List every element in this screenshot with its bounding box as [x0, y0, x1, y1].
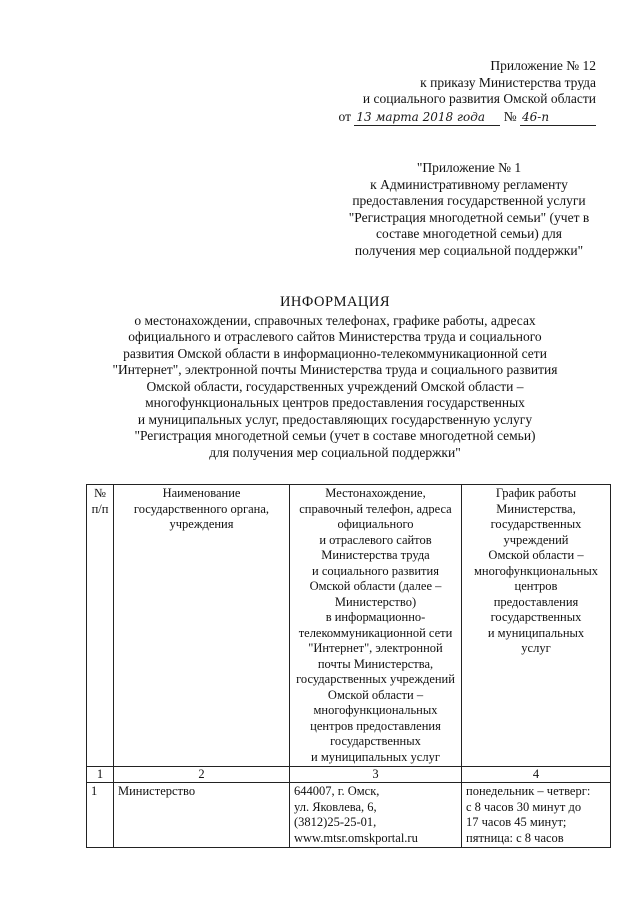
header-name: Наименование государственного органа, учреждения [114, 485, 290, 767]
number-label: № [503, 108, 517, 124]
row-name: Министерство [114, 783, 290, 848]
heading-line: "Интернет", электронной почты Министерства труда и социального развития [112, 362, 558, 377]
column-number: 4 [462, 767, 611, 783]
appendix-1-line: "Приложение № 1 [416, 160, 522, 175]
handwritten-number: 46-п [520, 109, 596, 127]
appendix-1-line: "Регистрация многодетной семьи" (учет в [348, 209, 590, 225]
column-number: 1 [87, 767, 114, 783]
column-number-row [87, 767, 611, 783]
heading-line: для получения мер социальной поддержки" [209, 444, 461, 460]
row-number: 1 [87, 783, 114, 848]
appendix-1-line: составе многодетной семьи) для [376, 226, 562, 241]
appendix-1-line: предоставления государственной услуги [352, 193, 586, 208]
row-schedule: понедельник – четверг: с 8 часов 30 минут до 17 часов 45 минут; пятница: с 8 часов [462, 783, 611, 848]
from-label: от [338, 108, 351, 124]
appendix-12-title: Приложение № 12 [490, 58, 596, 73]
heading-line: Омской области, государственных учреждений Омской области – [146, 378, 524, 394]
information-table [86, 484, 611, 848]
header-schedule: График работы Министерства, государственных учреждений Омской области – многофункциональных центров предоставления государственных и муниципальных услуг [462, 485, 611, 767]
appendix-1-block [338, 160, 600, 259]
table-header-row [87, 485, 611, 767]
appendix-12-date-line [339, 109, 597, 127]
column-number: 3 [290, 767, 462, 783]
appendix-12-order-line: к приказу Министерства труда [420, 74, 596, 90]
heading-line: развития Омской области в информационно-телекоммуникационной сети [123, 345, 547, 361]
appendix-1-line: получения мер социальной поддержки" [354, 242, 584, 258]
table-row [87, 783, 611, 848]
handwritten-date: 13 марта 2018 года [354, 109, 500, 127]
header-number: № п/п [87, 485, 114, 767]
header-location: Местонахождение, справочный телефон, адреса официального и отраслевого сайтов Министерства труда и социального развития Омской области (далее – Министерство) в информационно- телекоммуникационной сети "Интернет", электронной почты Министерства, государственных учреждений Омской области – многофункциональных центров предоставления государственных и муниципальных услуг [290, 485, 462, 767]
heading-line: и муниципальных услуг, предоставляющих государственную услугу [137, 411, 533, 427]
page-title: ИНФОРМАЦИЯ [279, 294, 391, 310]
column-number: 2 [114, 767, 290, 783]
heading-line: "Регистрация многодетной семьи (учет в составе многодетной семьи) [134, 428, 536, 443]
heading-line: многофункциональных центров предоставления государственных [145, 395, 525, 410]
heading-line: о местонахождении, справочных телефонах, графике работы, адресах [134, 312, 536, 328]
appendix-12-block [339, 58, 597, 126]
website-link[interactable]: www.mtsr.omskportal.ru [294, 830, 418, 845]
row-address: 644007, г. Омск, ул. Яковлева, 6, (3812)25-25-01, www.mtsr.omskportal.ru [290, 783, 462, 848]
information-heading [60, 294, 610, 461]
appendix-1-line: к Административному регламенту [370, 176, 568, 192]
appendix-12-ministry-line: и социального развития Омской области [362, 91, 596, 106]
heading-line: официального и отраслевого сайтов Министерства труда и социального [128, 329, 542, 344]
